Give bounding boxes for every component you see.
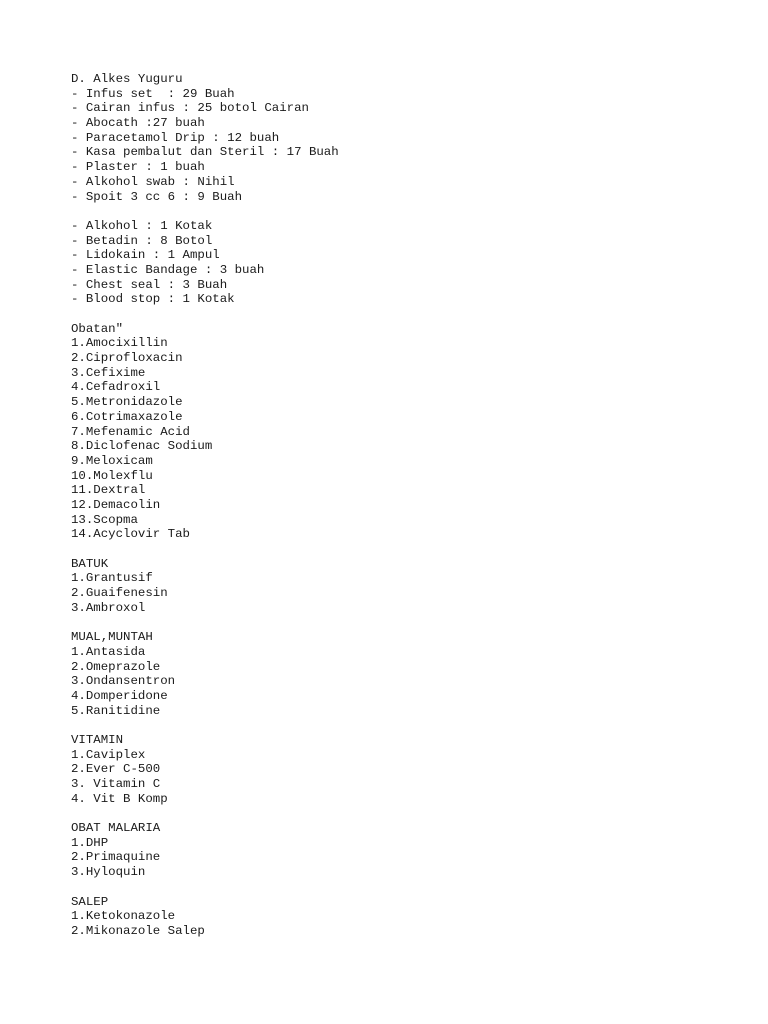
- list-item: 2.Guaifenesin: [71, 586, 168, 601]
- list-item: 1.Antasida: [71, 644, 146, 659]
- list-item: - Betadin : 8 Botol: [71, 233, 213, 248]
- list-item: 3.Ondansentron: [71, 674, 176, 689]
- list-item: 2.Primaquine: [71, 850, 161, 865]
- list-item: 8.Diclofenac Sodium: [71, 439, 213, 454]
- list-item: 6.Cotrimaxazole: [71, 409, 183, 424]
- section-alkes-extra: [71, 219, 751, 307]
- list-item: 1.Grantusif: [71, 571, 153, 586]
- list-item: 3.Hyloquin: [71, 865, 146, 880]
- list-item: - Chest seal : 3 Buah: [71, 277, 228, 292]
- list-item: - Paracetamol Drip : 12 buah: [71, 130, 280, 145]
- section-heading: VITAMIN: [71, 732, 124, 747]
- section-heading: MUAL,MUNTAH: [71, 630, 153, 645]
- list-item: 5.Metronidazole: [71, 395, 183, 410]
- list-item: 1.Ketokonazole: [71, 909, 176, 924]
- list-item: 10.Molexflu: [71, 468, 153, 483]
- section-vitamin: [71, 733, 751, 806]
- list-item: 3. Vitamin C: [71, 777, 161, 791]
- list-item: 2.Ciprofloxacin: [71, 351, 183, 366]
- list-item: 3.Cefixime: [71, 365, 146, 380]
- document-body: [71, 72, 751, 953]
- list-item: - Alkohol : 1 Kotak: [71, 218, 213, 233]
- section-obatan: [71, 322, 751, 542]
- list-item: 3.Ambroxol: [71, 600, 146, 615]
- list-item: - Plaster : 1 buah: [71, 160, 205, 175]
- list-item: 2.Omeprazole: [71, 659, 161, 674]
- list-item: - Kasa pembalut dan Steril : 17 Buah: [71, 145, 339, 160]
- list-item: 14.Acyclovir Tab: [71, 527, 190, 542]
- list-item: - Abocath :27 buah: [71, 116, 205, 131]
- section-batuk: [71, 557, 751, 616]
- list-item: 4. Vit B Komp: [71, 791, 168, 806]
- list-item: - Blood stop : 1 Kotak: [71, 292, 235, 307]
- section-heading: D. Alkes Yuguru: [71, 72, 183, 86]
- list-item: - Alkohol swab : Nihil: [71, 174, 235, 189]
- section-alkes-yuguru: [71, 72, 751, 204]
- list-item: 2.Ever C-500: [71, 762, 161, 777]
- list-item: 4.Cefadroxil: [71, 380, 161, 395]
- list-item: - Spoit 3 cc 6 : 9 Buah: [71, 189, 243, 204]
- list-item: 1.DHP: [71, 835, 109, 850]
- list-item: 13.Scopma: [71, 512, 138, 527]
- section-heading: Obatan": [71, 321, 124, 336]
- list-item: 11.Dextral: [71, 483, 146, 498]
- list-item: 5.Ranitidine: [71, 703, 161, 718]
- list-item: 4.Domperidone: [71, 688, 168, 703]
- section-heading: OBAT MALARIA: [71, 821, 161, 836]
- list-item: 9.Meloxicam: [71, 453, 153, 468]
- list-item: 1.Caviplex: [71, 747, 146, 762]
- list-item: 1.Amocixillin: [71, 336, 168, 351]
- section-obat-malaria: [71, 821, 751, 880]
- list-item: - Lidokain : 1 Ampul: [71, 248, 220, 263]
- section-heading: BATUK: [71, 556, 109, 571]
- list-item: - Elastic Bandage : 3 buah: [71, 262, 265, 277]
- list-item: 7.Mefenamic Acid: [71, 424, 190, 439]
- section-heading: SALEP: [71, 894, 109, 909]
- section-salep: [71, 895, 751, 939]
- list-item: - Infus set : 29 Buah: [71, 86, 235, 101]
- section-mual-muntah: [71, 630, 751, 718]
- list-item: 2.Mikonazole Salep: [71, 923, 205, 938]
- list-item: 12.Demacolin: [71, 497, 161, 512]
- list-item: - Cairan infus : 25 botol Cairan: [71, 101, 309, 116]
